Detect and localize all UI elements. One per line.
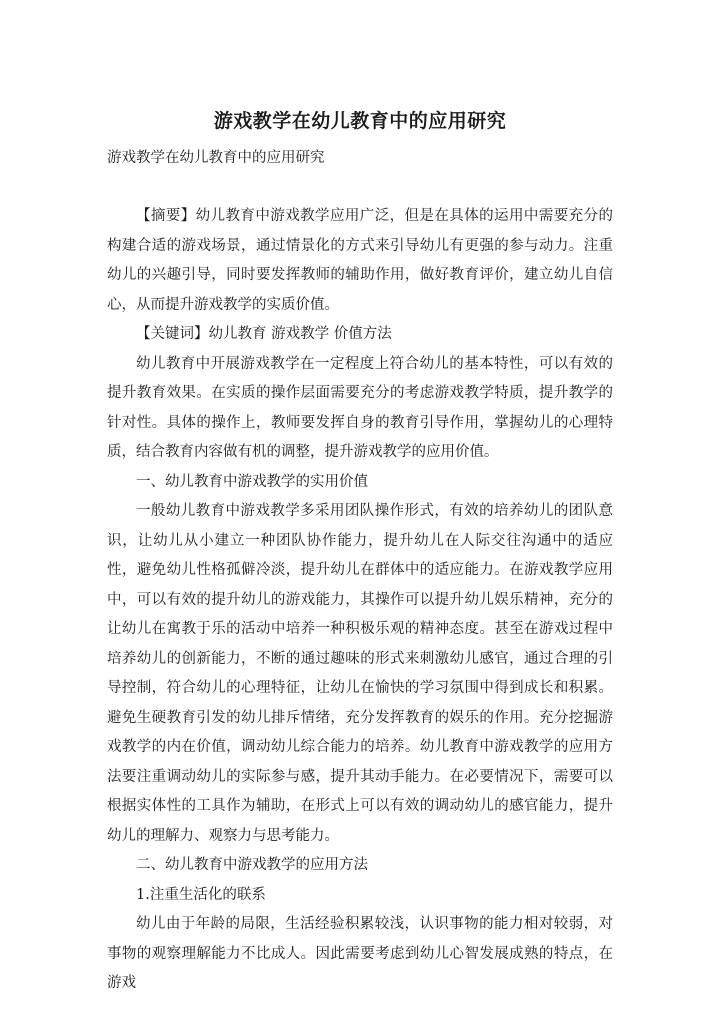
section-heading-1: 一、幼儿教育中游戏教学的实用价值 bbox=[136, 473, 368, 490]
subsection-1-paragraph: 幼儿由于年龄的局限，生活经验积累较浅，认识事物的能力相对较弱，对事物的观察理解能力不比成人。因此需要考虑到幼儿心智发展成熟的特点，在游戏 bbox=[107, 916, 613, 991]
section-heading-2: 二、幼儿教育中游戏教学的应用方法 bbox=[136, 857, 368, 873]
document-body bbox=[107, 202, 613, 999]
intro-paragraph: 幼儿教育中开展游戏教学在一定程度上符合幼儿的基本特性，可以有效的提升教育效果。在实质的操作层面需要充分的考虑游戏教学特质，提升教学的针对性。具体的操作上，教师要发挥自身的教育引导作用，掌握幼儿的心理特质，结合教育内容做有机的调整，提升游戏教学的应用价值。 bbox=[107, 355, 613, 460]
document-subtitle: 游戏教学在幼儿教育中的应用研究 bbox=[107, 150, 325, 166]
section-1-paragraph: 一般幼儿教育中游戏教学多采用团队操作形式，有效的培养幼儿的团队意识，让幼儿从小建立一种团队协作能力，提升幼儿在人际交往沟通中的适应性，避免幼儿性格孤僻冷淡，提升幼儿在群体中的适应能力。在游戏教学应用中，可以有效的提升幼儿的游戏能力，其操作可以提升幼儿娱乐精神，充分的让幼儿在寓教于乐的活动中培养一种积极乐观的精神态度。甚至在游戏过程中培养幼儿的创新能力，不断的通过趣味的形式来刺激幼儿感官，通过合理的引导控制，符合幼儿的心理特征，让幼儿在愉快的学习氛围中得到成长和积累。避免生硬教育引发的幼儿排斥情绪，充分发挥教育的娱乐的作用。充分挖掘游戏教学的内在价值，调动幼儿综合能力的培养。幼儿教育中游戏教学的应用方法要注重调动幼儿的实际参与感，提升其动手能力。在必要情况下，需要可以根据实体性的工具作为辅助，在形式上可以有效的调动幼儿的感官能力，提升幼儿的理解力、观察力与思考能力。 bbox=[107, 503, 613, 844]
subsection-heading-1: 1.注重生活化的联系 bbox=[136, 886, 266, 903]
document-title: 游戏教学在幼儿教育中的应用研究 bbox=[213, 110, 507, 132]
abstract-paragraph: 【摘要】幼儿教育中游戏教学应用广泛，但是在具体的运用中需要充分的构建合适的游戏场景，通过情景化的方式来引导幼儿有更强的参与动力。注重幼儿的兴趣引导，同时要发挥教师的辅助作用，做好教育评价，建立幼儿自信心，从而提升游戏教学的实质价值。 bbox=[107, 208, 613, 313]
keywords-paragraph: 【关键词】幼儿教育 游戏教学 价值方法 bbox=[136, 326, 392, 342]
